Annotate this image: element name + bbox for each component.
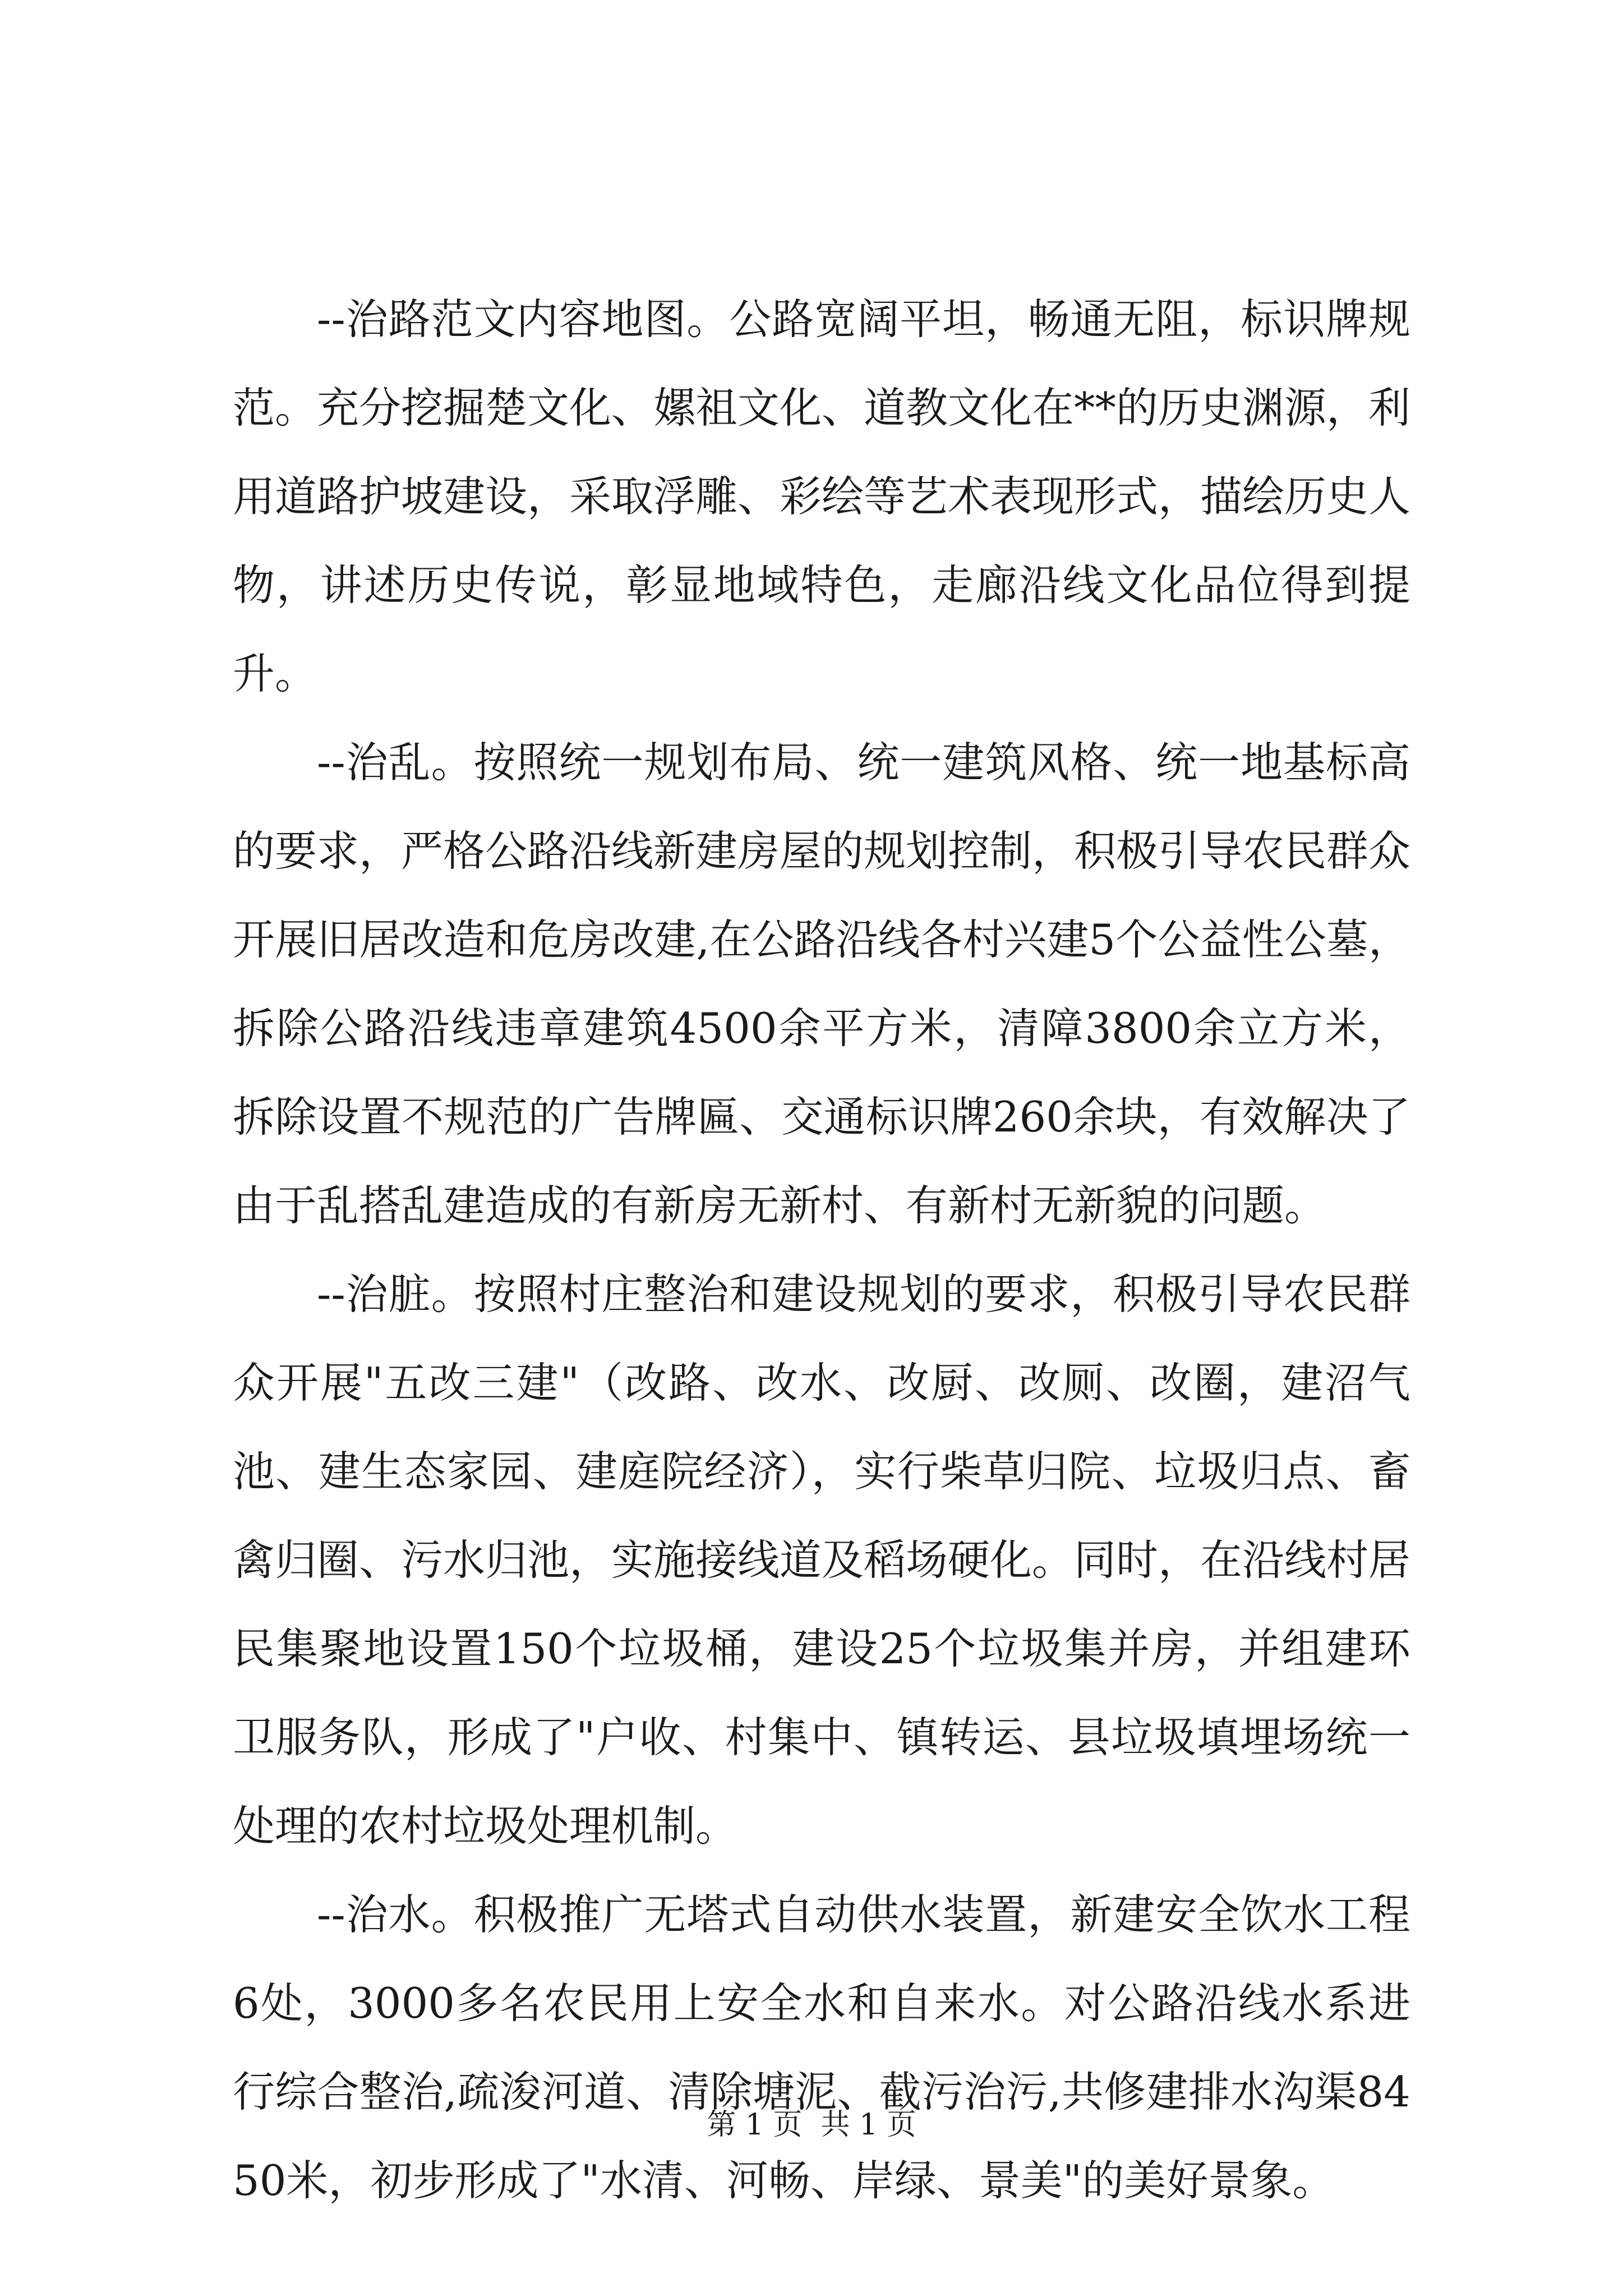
page-number-footer: 第 1 页 共 1 页 (707, 2108, 916, 2142)
document-body (233, 275, 1410, 2225)
paragraph-zhizang: --治脏。按照村庄整治和建设规划的要求，积极引导农民群众开展"五改三建"（改路、改水、改厨、改厕、改圈，建沼气池、建生态家园、建庭院经济），实行柴草归院、垃圾归点、畜禽归圈、污水归池，实施接线道及稻场硬化。同时，在沿线村居民集聚地设置150个垃圾桶，建设25个垃圾集并房，并组建环卫服务队，形成了"户收、村集中、镇转运、县垃圾填埋场统一处理的农村垃圾处理机制。 (233, 1269, 1411, 1851)
paragraph-zhiluan: --治乱。按照统一规划布局、统一建筑风格、统一地基标高的要求，严格公路沿线新建房屋的规划控制，积极引导农民群众开展旧居改造和危房改建,在公路沿线各村兴建5个公益性公墓，拆除公路沿线违章建筑4500余平方米，清障3800余立方米，拆除设置不规范的广告牌匾、交通标识牌260余块，有效解决了由于乱搭乱建造成的有新房无新村、有新村无新貌的问题。 (233, 738, 1411, 1230)
paragraph-zhilu: --治路范文内容地图。公路宽阔平坦，畅通无阻，标识牌规范。充分挖掘楚文化、嫘祖文化、道教文化在**的历史渊源，利用道路护坡建设，采取浮雕、彩绘等艺术表现形式，描绘历史人物，讲述历史传说，彰显地域特色，走廊沿线文化品位得到提升。 (233, 295, 1411, 698)
paragraph-zhishui: --治水。积极推广无塔式自动供水装置，新建安全饮水工程6处，3000多名农民用上安全水和自来水。对公路沿线水系进行综合整治,疏浚河道、清除塘泥、截污治污,共修建排水沟渠8450米，初步形成了"水清、河畅、岸绿、景美"的美好景象。 (233, 1890, 1410, 2205)
